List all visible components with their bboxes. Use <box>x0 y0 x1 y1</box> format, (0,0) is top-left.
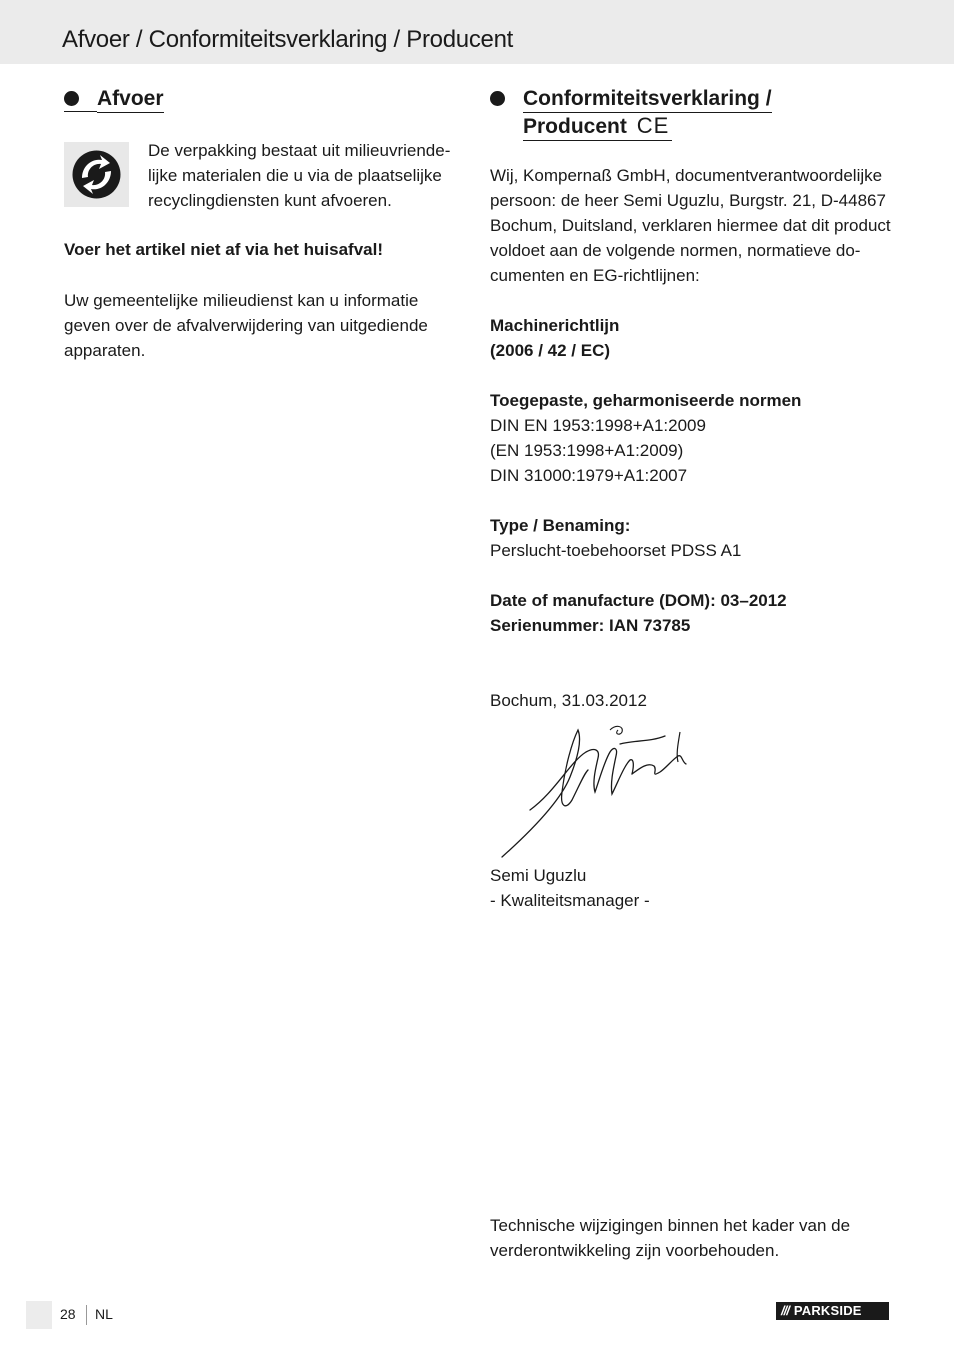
afvoer-heading-text: Afvoer <box>97 86 164 113</box>
signer-block <box>490 863 650 913</box>
packaging-line: recyclingdiensten kunt afvoeren. <box>148 191 392 210</box>
recycling-logo-box <box>64 142 129 207</box>
info-line: apparaten. <box>64 341 146 360</box>
household-waste-warning: Voer het artikel niet af via het huisafval! <box>64 240 384 259</box>
product-type <box>490 513 741 563</box>
place-date: Bochum, 31.03.2012 <box>490 691 647 710</box>
info-line: geven over de afvalverwijdering van uitgediende <box>64 316 428 335</box>
intro-line: cumenten en EG-richtlijnen: <box>490 266 700 285</box>
page-title: Afvoer / Conformiteitsverklaring / Producent <box>62 26 513 53</box>
date-of-manufacture: Date of manufacture (DOM): 03–2012 <box>490 591 787 610</box>
intro-line: voldoet aan de volgende normen, normatieve do- <box>490 241 861 260</box>
technical-changes-notice <box>490 1213 850 1263</box>
brand-slashes: /// <box>781 1303 789 1318</box>
bullet-icon <box>64 91 79 106</box>
section-heading-conformity <box>523 86 772 141</box>
heading-underline-extend <box>64 111 97 112</box>
serial-number: Serienummer: IAN 73785 <box>490 616 691 635</box>
declaration-intro <box>490 163 891 288</box>
type-title: Type / Benaming: <box>490 516 631 535</box>
intro-line: Wij, Kompernaß GmbH, documentverantwoordelijke <box>490 166 883 185</box>
intro-line: Bochum, Duitsland, verklaren hiermee dat dit product <box>490 216 891 235</box>
norms-title: Toegepaste, geharmoniseerde normen <box>490 391 802 410</box>
type-value: Perslucht-toebehoorset PDSS A1 <box>490 541 742 560</box>
info-line: Uw gemeentelijke milieudienst kan u informatie <box>64 291 419 310</box>
signature <box>500 722 700 862</box>
norm-item: DIN EN 1953:1998+A1:2009 <box>490 416 706 435</box>
notice-line: verderontwikkeling zijn voorbehouden. <box>490 1241 780 1260</box>
packaging-line: lijke materialen die u via de plaatselijke <box>148 166 442 185</box>
disposal-info-text <box>64 288 428 363</box>
ce-mark-icon: CE <box>636 113 670 138</box>
parkside-logo <box>776 1302 889 1320</box>
section-heading-afvoer <box>97 86 164 113</box>
conformity-heading-line1: Conformiteitsverklaring / <box>523 86 772 113</box>
manufacture-info <box>490 588 787 638</box>
intro-line: persoon: de heer Semi Uguzlu, Burgstr. 21, D-44867 <box>490 191 886 210</box>
signer-role: - Kwaliteitsmanager - <box>490 891 650 910</box>
language-code: NL <box>95 1306 113 1322</box>
conformity-heading-line2: Producent <box>523 115 627 138</box>
notice-line: Technische wijzigingen binnen het kader van de <box>490 1216 851 1235</box>
page-number-box <box>26 1301 52 1329</box>
directive-line: Machinerichtlijn <box>490 316 620 335</box>
signer-name: Semi Uguzlu <box>490 866 587 885</box>
harmonised-norms <box>490 388 801 488</box>
page-number: 28 <box>60 1306 76 1322</box>
brand-name: PARKSIDE <box>793 1303 862 1318</box>
recycling-green-dot-icon <box>64 142 129 207</box>
packaging-text <box>148 138 450 213</box>
machine-directive <box>490 313 619 363</box>
bullet-icon <box>490 91 505 106</box>
footer-divider <box>86 1305 87 1325</box>
directive-line: (2006 / 42 / EC) <box>490 341 611 360</box>
packaging-line: De verpakking bestaat uit milieuvriende- <box>148 141 451 160</box>
norm-item: (EN 1953:1998+A1:2009) <box>490 441 684 460</box>
norm-item: DIN 31000:1979+A1:2007 <box>490 466 688 485</box>
